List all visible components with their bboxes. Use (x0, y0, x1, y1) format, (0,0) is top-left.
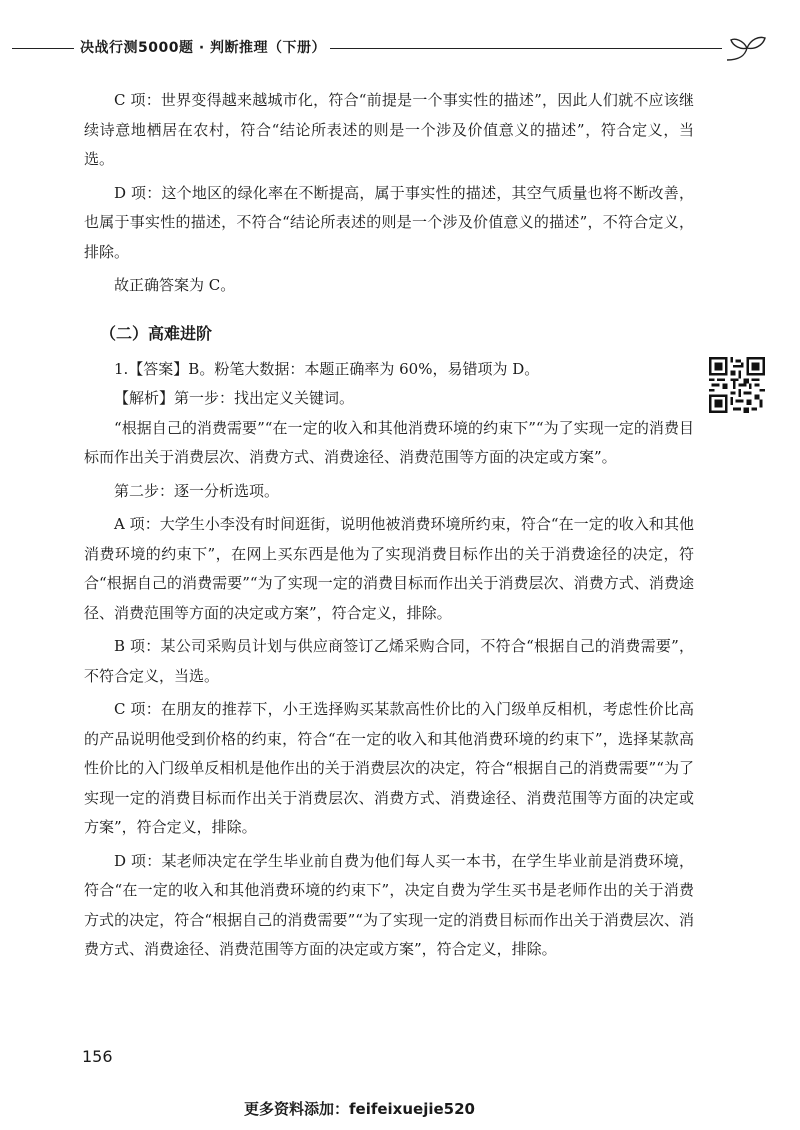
qr-code-icon[interactable] (709, 357, 765, 413)
answer-line: 1.【答案】B。粉笔大数据：本题正确率为 60%，易错项为 D。 (114, 359, 540, 378)
running-header (0, 34, 800, 64)
page-body (84, 86, 694, 965)
header-rule-left (12, 48, 74, 49)
footer-contact-note: 更多资料添加：feifeixuejie520 (244, 1100, 475, 1118)
sprout-icon (725, 34, 769, 62)
option-d-analysis: D 项：某老师决定在学生毕业前自费为他们每人买一本书，在学生毕业前是消费环境，符合“在一定的收入和其他消费环境的约束下”，决定自费为学生买书是老师作出的关于消费方式的决定，符合“根据自己的消费需要”“为了实现一定的消费目标而作出关于消费层次、消费方式、消费途径、消费范围等方面的决定或方案”，符合定义，排除。 (84, 851, 694, 958)
analysis-step-two: 第二步：逐一分析选项。 (114, 481, 280, 500)
page-number: 156 (82, 1047, 113, 1066)
option-a-analysis: A 项：大学生小李没有时间逛街，说明他被消费环境所约束，符合“在一定的收入和其他消费环境的约束下”，在网上买东西是他为了实现消费目标作出的关于消费途径的决定，符合“根据自己的消费需要”“为了实现一定的消费目标而作出关于消费层次、消费方式、消费途径、消费范围等方面的决定或方案”，符合定义，排除。 (84, 515, 694, 622)
header-rule-right (330, 48, 722, 49)
analysis-step-one: 【解析】第一步：找出定义关键词。 (114, 389, 355, 407)
option-c-previous: C 项：世界变得越来越城市化，符合“前提是一个事实性的描述”，因此人们就不应该继续诗意地栖居在农村，符合“结论所表述的则是一个涉及价值意义的描述”，符合定义，当选。 (84, 91, 694, 168)
section-heading: （二）高难进阶 (100, 323, 213, 343)
option-d-previous: D 项：这个地区的绿化率在不断提高，属于事实性的描述，其空气质量也将不断改善，也属于事实性的描述，不符合“结论所表述的则是一个涉及价值意义的描述”，不符合定义，排除。 (84, 183, 694, 261)
book-title: 决战行测5000题 · 判断推理（下册） (80, 40, 327, 56)
option-b-analysis: B 项：某公司采购员计划与供应商签订乙烯采购合同，不符合“根据自己的消费需要”，不符合定义，当选。 (84, 637, 694, 685)
option-c-analysis: C 项：在朋友的推荐下，小王选择购买某款高性价比的入门级单反相机，考虑性价比高的产品说明他受到价格的约束，符合“在一定的收入和其他消费环境的约束下”，选择某款高性价比的入门级单反相机是他作出的关于消费层次的决定，符合“根据自己的消费需要”“为了实现一定的消费目标而作出关于消费层次、消费方式、消费途径、消费范围等方面的决定或方案”，符合定义，排除。 (84, 700, 694, 836)
previous-conclusion: 故正确答案为 C。 (114, 276, 236, 294)
definition-keywords: “根据自己的消费需要”“在一定的收入和其他消费环境的约束下”“为了实现一定的消费目标而作出关于消费层次、消费方式、消费途径、消费范围等方面的决定或方案”。 (84, 418, 694, 466)
